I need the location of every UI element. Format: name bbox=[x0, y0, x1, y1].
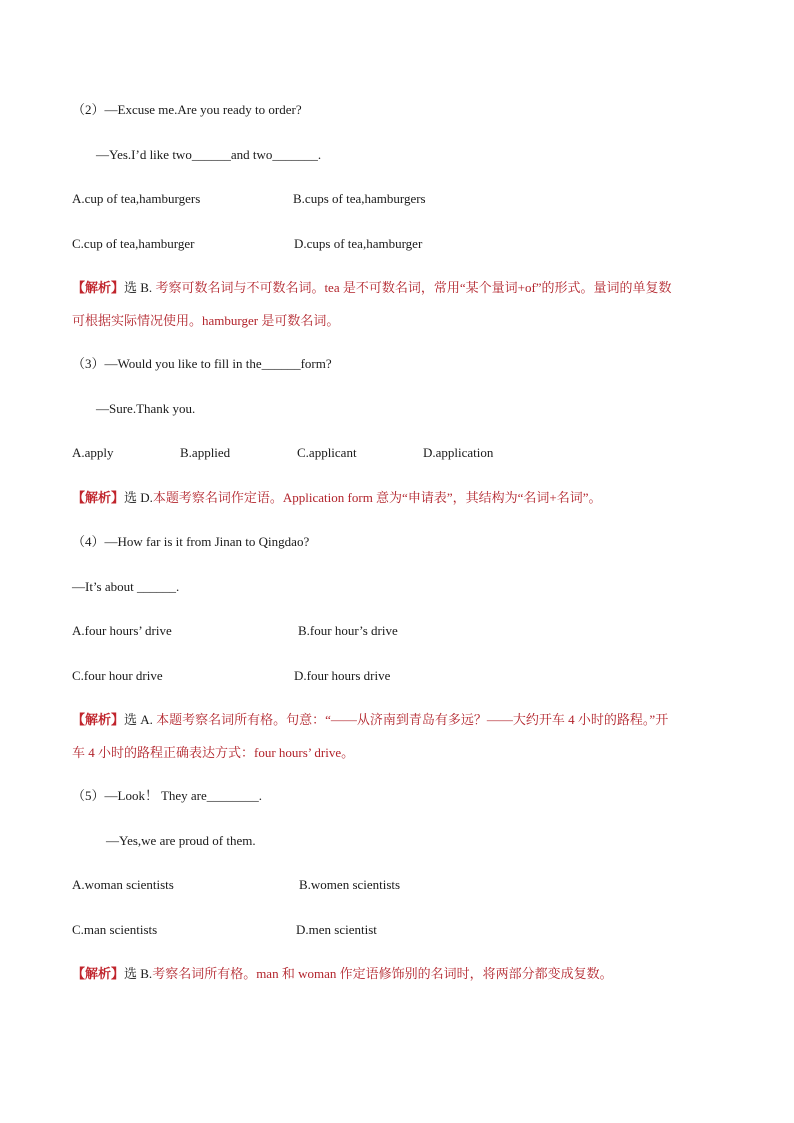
question-3-option-b: B.applied bbox=[180, 445, 231, 460]
analysis-answer: 选 B. bbox=[124, 966, 153, 981]
question-5-analysis-line-1 bbox=[72, 965, 613, 983]
question-5-stem: （5）—Look！ They are________. bbox=[72, 788, 263, 803]
question-2-option-d: D.cups of tea,hamburger bbox=[294, 236, 423, 251]
question-4-option-d: D.four hours drive bbox=[294, 668, 391, 683]
analysis-answer: 选 D. bbox=[124, 490, 153, 505]
question-3-option-c: C.applicant bbox=[297, 445, 357, 460]
analysis-text: 考察可数名词与不可数名词。tea 是不可数名词，常用“某个量词+of”的形式。量词的单复数 bbox=[152, 280, 672, 295]
analysis-tag: 【解析】 bbox=[72, 490, 125, 505]
analysis-text: 本题考察名词所有格。句意：“——从济南到青岛有多远？——大约开车 4 小时的路程。”开 bbox=[152, 712, 669, 727]
question-5-option-a: A.woman scientists bbox=[72, 877, 174, 892]
question-5-option-d: D.men scientist bbox=[296, 922, 377, 937]
question-4-option-b: B.four hour’s drive bbox=[298, 623, 398, 638]
analysis-text: 考察名词所有格。man 和 woman 作定语修饰别的名词时，将两部分都变成复数。 bbox=[152, 966, 613, 981]
question-4-option-a: A.four hours’ drive bbox=[72, 623, 172, 638]
question-3-option-a: A.apply bbox=[72, 445, 114, 460]
analysis-tag: 【解析】 bbox=[72, 712, 125, 727]
analysis-answer: 选 B. bbox=[124, 280, 153, 295]
question-2-option-c: C.cup of tea,hamburger bbox=[72, 236, 195, 251]
question-2-analysis-line-1 bbox=[72, 279, 672, 297]
question-4-analysis-line-1 bbox=[72, 711, 668, 729]
question-3-option-d: D.application bbox=[423, 445, 494, 460]
analysis-tag: 【解析】 bbox=[72, 966, 125, 981]
analysis-tag: 【解析】 bbox=[72, 280, 125, 295]
question-2-option-a: A.cup of tea,hamburgers bbox=[72, 191, 201, 206]
question-4-reply: —It’s about ______. bbox=[72, 579, 180, 594]
question-2-option-b: B.cups of tea,hamburgers bbox=[293, 191, 426, 206]
question-5-option-b: B.women scientists bbox=[299, 877, 401, 892]
question-2-stem: （2）—Excuse me.Are you ready to order? bbox=[72, 102, 302, 117]
question-4-stem: （4）—How far is it from Jinan to Qingdao? bbox=[72, 534, 310, 549]
question-3-reply: —Sure.Thank you. bbox=[96, 401, 196, 416]
analysis-answer: 选 A. bbox=[124, 712, 153, 727]
question-5-reply: —Yes,we are proud of them. bbox=[106, 833, 256, 848]
question-2-analysis-line-2: 可根据实际情况使用。hamburger 是可数名词。 bbox=[72, 313, 340, 328]
question-4-analysis-line-2: 车 4 小时的路程正确表达方式：four hours’ drive。 bbox=[72, 745, 355, 760]
analysis-text: 本题考察名词作定语。Application form 意为“申请表”，其结构为“名词+名词”。 bbox=[152, 490, 602, 505]
question-2-reply: —Yes.I’d like two______and two_______. bbox=[96, 147, 322, 162]
question-3-analysis-line-1 bbox=[72, 489, 601, 507]
question-4-option-c: C.four hour drive bbox=[72, 668, 163, 683]
question-3-stem: （3）—Would you like to fill in the______form? bbox=[72, 356, 332, 371]
question-5-option-c: C.man scientists bbox=[72, 922, 158, 937]
